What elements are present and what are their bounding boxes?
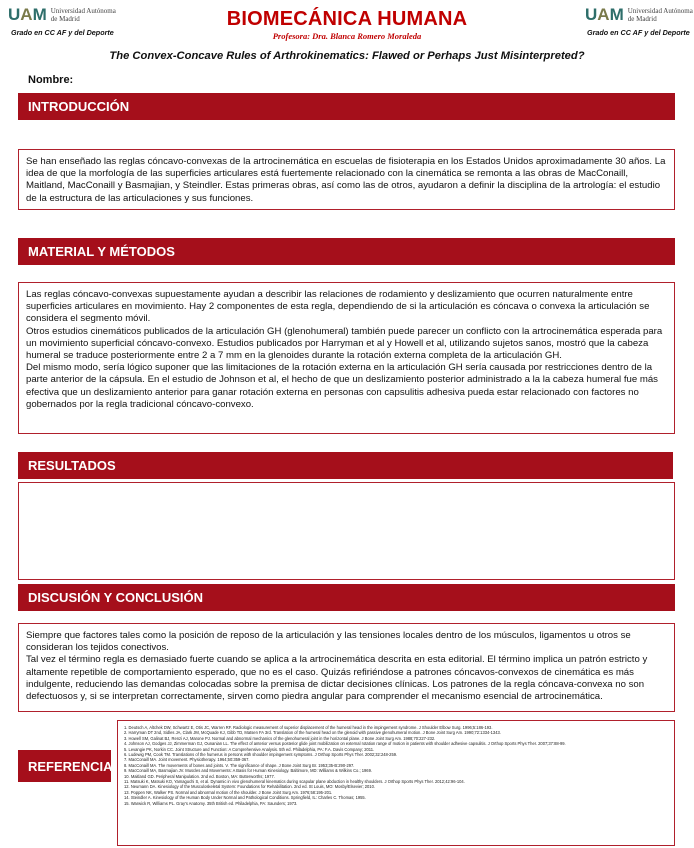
reference-item: 3. Howell SM, Galinat BJ, Renzi AJ, Marone PJ. Normal and abnormal mechanics of the glenohumeral joint in the horizontal plane. J Bone Joint Surg Am. 1988;70:227-232. bbox=[124, 735, 436, 741]
discusion-paragraph: Siempre que factores tales como la posición de reposo de la articulación y las tensiones locales dentro de los músculos, ligamentos u otros se consideran los tejidos conectivos. bbox=[26, 630, 631, 654]
reference-item: 11. Matsuki K, Matsuki KO, Yamaguchi S, et al. Dynamic in vivo glenohumeral kinematics during scapular plane abduction in healthy shoulders. J Orthop Sports Phys Ther. 2012;42:96-104. bbox=[124, 779, 465, 785]
grado-right: Grado en CC AF y del Deporte bbox=[587, 28, 690, 37]
material-box bbox=[18, 282, 675, 434]
references-list bbox=[124, 725, 669, 806]
uam-logo-university: Universidad Autónoma de Madrid bbox=[50, 7, 116, 23]
intro-box bbox=[18, 149, 675, 210]
discusion-box bbox=[18, 623, 675, 712]
section-header-introduccion: INTRODUCCIÓN bbox=[18, 93, 675, 120]
section-header-referencias: REFERENCIAS bbox=[18, 750, 111, 782]
material-paragraph: Las reglas cóncavo-convexas supuestamente ayudan a describir las relaciones de rodamiento y deslizamiento que ocurren naturalmente entre superficies articulares en movimiento. Hay 2 componentes de esta regla, dependiendo de si la articulación es cóncava o convexa la articulación se considera el segmento móvil. bbox=[26, 289, 650, 325]
reference-item: 2. Harryman DT 2nd, Sidles JA, Clark JM, McQuade KJ, Gibb TD, Matsen FA 3rd. Translation of the humeral head on the glenoid with passive glenohumeral motion. J Bone Joint Surg Am. 1990;72:1334-1343. bbox=[124, 730, 501, 736]
references-box bbox=[117, 720, 675, 846]
material-paragraph: Del mismo modo, sería lógico suponer que las limitaciones de la rotación externa en la articulación GH sería causada por restricciones dentro de la parte anterior de la cápsula. En el estudio de Johnson et al, el hecho de que un deslizamiento posterior administrado a la la cabeza humeral fue más efectiva que un deslizamiento anterior para ganar rotación externa en personas con capsulitis adhesiva pueda estar relacionado con factores no gobernados por la regla tradicional cóncavo-convexo. bbox=[26, 362, 658, 410]
material-paragraph: Otros estudios cinemáticos publicados de la articulación GH (glenohumeral) también puede parecer un conflicto con la artrocinemática esperada para un movimiento superficial cóncavo-convexo. Estudios publicados por Harryman et al y Howell et al, utilizando sujetos sanos, mostró que la cabeza humeral se traduce posteriormente entre 2 a 7 mm en la glenoides durante la rotación externa completa de la articulación GH. bbox=[26, 325, 663, 362]
reference-item: 10. Maitland GD. Peripheral Manipulation. 2nd ed. Boston, MA: Butterworths; 1977. bbox=[124, 773, 275, 779]
article-title: The Convex-Concave Rules of Arthrokinematics: Flawed or Perhaps Just Misinterpreted? bbox=[109, 50, 585, 62]
reference-item: 4. Johnson AJ, Godges JJ, Zimmerman GJ, Ounanian LL. The effect of anterior versus posterior glide joint mobilization on external rotation range of motion in patients with shoulder adhesive capsulitis. J Orthop Sports Phys Ther. 2007;37:88-99. bbox=[124, 741, 566, 747]
reference-item: 13. Poppen NK, Walker PS. Normal and abnormal motion of the shoulder. J Bone Joint Surg Am. 1976;58:195-201. bbox=[124, 789, 333, 795]
intro-text: Se han enseñado las reglas cóncavo-convexas de la artrocinemática en escuelas de fisioterapia en los Estados Unidos aproximadamente 30 años. La idea de que la morfología de las superficies articulares está fuertemente relacionado con la cinemática se remonta a las obras de MacConaill, Maitland, MacConaill y Basmajian, y Steindler. Estas primeras obras, así como las de otros, ayudaron a definir la disciplina de la artrología: el estudio de la estructura de las articulaciones y sus funciones. bbox=[26, 156, 666, 204]
section-header-resultados: RESULTADOS bbox=[18, 452, 673, 479]
section-header-material: MATERIAL Y MÉTODOS bbox=[18, 238, 675, 265]
poster-title: BIOMECÁNICA HUMANA bbox=[226, 8, 468, 30]
section-header-discusion: DISCUSIÓN Y CONCLUSIÓN bbox=[18, 584, 675, 611]
reference-item: 15. Warwick R, Williams PL. Gray's Anatomy. 35th British ed. Philadelphia, PA: Saunders; 1973. bbox=[124, 800, 298, 806]
reference-item: 6. Ludewig PM, Cook TM. Translations of the humerus in persons with shoulder impingement symptoms. J Orthop Sports Phys Ther. 2002;32:248-259. bbox=[124, 752, 398, 758]
reference-item: 9. MacConaill MA, Basmajian JV. Muscles and Movements: A Basis for Human Kinesiology. Baltimore, MD: Williams & Wilkins Co.; 1969. bbox=[124, 768, 372, 774]
reference-item: 8. MacConaill MA. The movements of bones and joints. V. The significance of shape. J Bone Joint Surg Br. 1953;35-B:290-297. bbox=[124, 762, 355, 768]
discusion-paragraph: Tal vez el término regla es demasiado fuerte cuando se aplica a la artrocinemática descrita en esta editorial. El término implica un patrón estricto y altamente repetible de comportamiento esperado, que no es el caso. Quizás refiriéndose a patrones cóncavos-convexos de cinemática es más indulgente, reduciendo las demandas colocadas sobre la premisa de dictar decisiones clínicas. Los patrones de la regla cóncava-convexa no son defectuosos y, si se interpretan correctamente, sirven como piedra angular para comprender el mecanismo esencial de artrocinemática. bbox=[26, 654, 648, 703]
resultados-box bbox=[18, 482, 675, 580]
uam-logo-letters: UAM bbox=[8, 5, 47, 24]
uam-logo-letters: UAM bbox=[585, 5, 624, 24]
reference-item: 5. Levangie PK, Norkin CC. Joint Structure and Function: A Comprehensive Analysis. 5th ed. Philadelphia, PA: F.A. Davis Company; 2011. bbox=[124, 746, 375, 752]
reference-item: 12. Neumann DA. Kinesiology of the Musculoskeletal System: Foundations for Rehabilitation. 2nd ed. St Louis, MO: Mosby/Elsevier; 2010. bbox=[124, 784, 375, 790]
reference-item: 7. MacConaill MA. Joint movement. Physiotherapy. 1964;50:359-367. bbox=[124, 757, 250, 763]
nombre-label: Nombre: bbox=[28, 74, 74, 86]
grado-left: Grado en CC AF y del Deporte bbox=[11, 28, 114, 37]
professor-line: Profesora: Dra. Blanca Romero Moraleda bbox=[272, 31, 422, 41]
reference-item: 14. Steindler A. Kinesiology of the Human Body Under Normal and Pathological Conditions. Springfield, IL: Charles C. Thomas; 1955. bbox=[124, 795, 366, 801]
reference-item: 1. Deutsch A, Altchek DW, Schwartz E, Otis JC, Warren RF. Radiologic measurement of superior displacement of the humeral head in the impingement syndrome. J Shoulder Elbow Surg. 1996;5:186-193. bbox=[124, 725, 493, 730]
uam-logo-university: Universidad Autónoma de Madrid bbox=[627, 7, 693, 23]
